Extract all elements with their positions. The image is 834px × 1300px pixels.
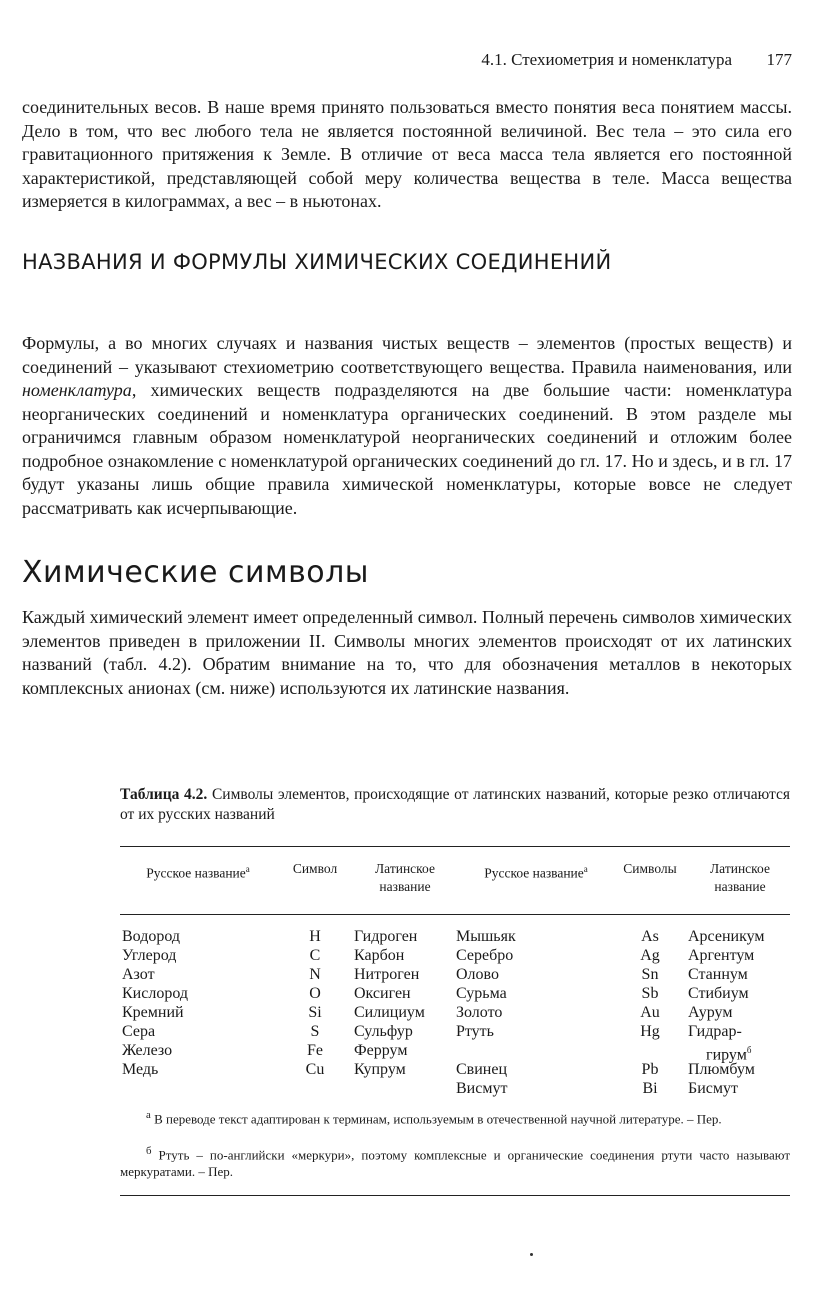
header-symbol: Символ: [292, 861, 338, 876]
table-cell-symbol: Ag: [640, 947, 660, 964]
table-cell-latin-continued: гирум$^б$: [706, 1045, 752, 1064]
table-cell-symbol: Cu: [305, 1061, 325, 1078]
table-cell-ru: Сурьма: [456, 985, 507, 1002]
header-symbols-2: Символы: [623, 861, 677, 876]
table-cell-ru: Кислород: [122, 985, 188, 1002]
footnote-a: [120, 1107, 790, 1127]
page-number: 177: [766, 50, 792, 69]
table-cell-symbol: Au: [640, 1004, 660, 1021]
table-cell-latin: Аурум: [688, 1004, 733, 1021]
table-cell-symbol: Bi: [642, 1080, 658, 1097]
header-latin-name: Латинское название: [375, 861, 435, 894]
term-nomenclature: номенклатура: [22, 380, 132, 400]
table-cell-symbol: Pb: [641, 1061, 659, 1078]
table-cell-ru: Медь: [122, 1061, 159, 1078]
table-cell-symbol: Si: [308, 1004, 322, 1021]
running-title: 4.1. Стехиометрия и номенклатура: [481, 50, 732, 69]
table-cell-ru: Углерод: [122, 947, 177, 964]
table-cell-ru: Кремний: [122, 1004, 184, 1021]
table-top-rule: [120, 846, 790, 847]
paragraph-formulas-part2: , химических веществ подразделяются на две большие части: номенклатура неорганических соединений и номенклатура органических соединений. В этом разделе мы ограничимся главным образом номенклатурой неорганических соединений и отложим более подробное ознакомление с номенклатурой органических соединений до гл. 17. Но и здесь, и в гл. 17 будут указаны лишь общие правила химической номенклатуры, которые вовсе не следует рассматривать как исчерпывающие.: [22, 380, 792, 518]
header-russian-name-2: Русское название$^a$: [484, 864, 588, 881]
table-cell-latin: Плюмбум: [688, 1061, 755, 1078]
table-cell-ru: Мышьяк: [456, 928, 516, 945]
table-cell-latin: Гидрар-: [688, 1023, 742, 1040]
table-header-rule: [120, 914, 790, 915]
table-caption-label: Таблица 4.2.: [120, 786, 208, 803]
footnote-text: В переводе текст адаптирован к терминам, используемым в отечественной научной литературе. – Пер.: [150, 1111, 722, 1127]
table-cell-latin: Бисмут: [688, 1080, 738, 1097]
table-cell-latin: Арсеникум: [688, 928, 765, 945]
table-cell-ru: Ртуть: [456, 1023, 494, 1040]
table-bottom-rule: [120, 1195, 790, 1196]
table-cell-symbol: Sn: [641, 966, 659, 983]
table-cell-latin: Оксиген: [354, 985, 411, 1002]
table-cell-symbol: S: [310, 1023, 320, 1040]
table-cell-symbol: As: [641, 928, 659, 945]
table-cell-symbol: N: [309, 966, 321, 983]
paragraph-formulas: [22, 332, 792, 520]
table-cell-latin: Купрум: [354, 1061, 406, 1078]
table-cell-latin: Карбон: [354, 947, 405, 964]
table-cell-ru: Золото: [456, 1004, 503, 1021]
table-caption-text: Символы элементов, происходящие от латинских названий, которые резко отличаются от их русских названий: [120, 786, 790, 823]
table-cell-latin: Аргентум: [688, 947, 755, 964]
footnote-mark: б: [146, 1145, 152, 1157]
table-cell-symbol: H: [309, 928, 321, 945]
table-cell-ru: Серебро: [456, 947, 514, 964]
table-cell-symbol: Fe: [307, 1042, 323, 1059]
chapter-heading: Химические символы: [22, 555, 369, 590]
table-cell-latin: Стибиум: [688, 985, 749, 1002]
table-cell-latin: Силициум: [354, 1004, 425, 1021]
paragraph-mass-vs-weight: соединительных весов. В наше время принято пользоваться вместо понятия веса понятием массы. Дело в том, что вес любого тела не является постоянной величиной. Вес тела – это сила его гравитационного притяжения к Земле. В отличие от веса масса тела является его постоянной характеристикой, представляющей собой меру количества вещества в теле. Масса вещества измеряется в килограммах, а вес – в ньютонах.: [22, 97, 792, 211]
table-cell-ru: Олово: [456, 966, 499, 983]
paragraph-formulas-part1: Формулы, а во многих случаях и названия чистых веществ – элементов (простых веществ) и соединений – указывают стехиометрию соответствующего вещества. Правила наименования, или: [22, 333, 792, 377]
footnote-mark: a: [146, 1109, 151, 1121]
table-cell-ru: Висмут: [456, 1080, 508, 1097]
table-cell-ru: Железо: [122, 1042, 173, 1059]
scan-speck: [530, 1253, 533, 1256]
table-cell-ru: Свинец: [456, 1061, 508, 1078]
table-cell-latin: Нитроген: [354, 966, 420, 983]
page-header: [22, 50, 792, 72]
table-cell-symbol: O: [309, 985, 321, 1002]
footnote-text: Ртуть – по-английски «меркури», поэтому комплексные и органические соединения ртути часто называют меркуратами. – Пер.: [120, 1147, 790, 1180]
section-heading: НАЗВАНИЯ И ФОРМУЛЫ ХИМИЧЕСКИХ СОЕДИНЕНИЙ: [22, 250, 612, 274]
header-russian-name: Русское название$^a$: [146, 864, 250, 881]
table-cell-symbol: C: [309, 947, 321, 964]
table-caption: [120, 785, 790, 825]
table-cell-ru: Водород: [122, 928, 181, 945]
table-cell-symbol: Hg: [640, 1023, 660, 1040]
header-latin-name-2: Латинское название: [710, 861, 770, 894]
table-cell-latin: Сульфур: [354, 1023, 413, 1040]
footnote-b: [120, 1143, 790, 1180]
table-cell-ru: Сера: [122, 1023, 156, 1040]
table-cell-symbol: Sb: [641, 985, 659, 1002]
paragraph-symbols: Каждый химический элемент имеет определенный символ. Полный перечень символов химических элементов приведен в приложении II. Символы многих элементов происходят от их латинских названий (табл. 4.2). Обратим внимание на то, что для обозначения металлов в некоторых комплексных анионах (см. ниже) используются их латинские названия.: [22, 607, 792, 698]
table-cell-latin: Феррум: [354, 1042, 408, 1059]
table-cell-latin: Гидроген: [354, 928, 418, 945]
table-cell-latin: Станнум: [688, 966, 748, 983]
table-cell-ru: Азот: [122, 966, 155, 983]
